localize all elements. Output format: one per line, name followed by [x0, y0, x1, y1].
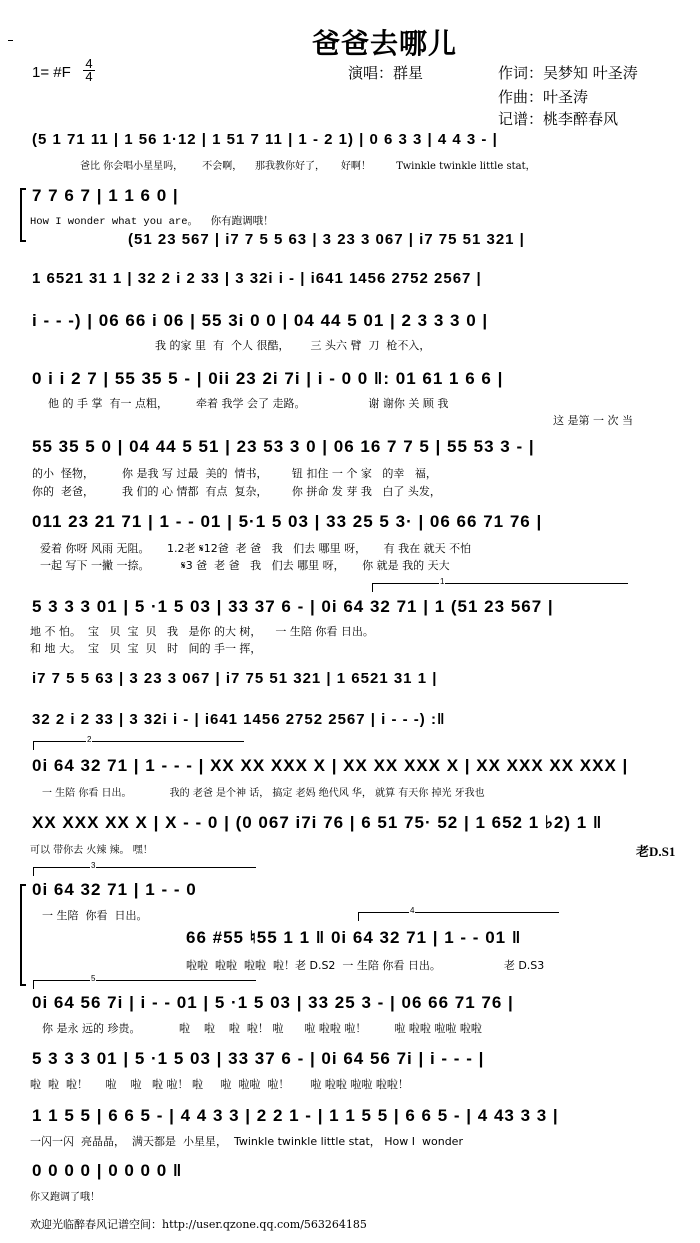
notation-row: 1 1 5 5 | 6 6 5 - | 4 4 3 3 | 2 2 1 - | 1 1 5 5 | 6 6 5 - | 4 43 3 3 | [32, 1106, 559, 1125]
notation-row: (51 23 567 | i7 7 5 5 63 | 3 23 3 067 | i7 75 51 321 | [128, 231, 525, 248]
lyric-line: 可以 带你去 火辣 辣。 嘿！ [30, 845, 153, 856]
notation-row: 5 3 3 3 01 | 5 ·1 5 03 | 33 37 6 - | 0i 64 32 71 | 1 (51 23 567 | [32, 597, 554, 616]
lyric-line: 啦啦 啦啦 啦啦 啦！老 D.S2 一 生陪 你看 日出。 老 D.S3 [186, 959, 545, 972]
lyricist: 作词：吴梦知 叶圣涛 [498, 64, 638, 82]
lyric-line: 你又跑调了哦！ [30, 1192, 100, 1203]
song-title: 爸爸去哪儿 [312, 27, 458, 60]
notation-row: i7 7 5 5 63 | 3 23 3 067 | i7 75 51 321 | 1 6521 31 1 | [32, 670, 438, 687]
notation-row: 011 23 21 71 | 1 - - 01 | 5·1 5 03 | 33 25 5 3· | 06 66 71 76 | [32, 512, 543, 531]
notation-row: 0i 64 56 7i | i - - 01 | 5 ·1 5 03 | 33 25 3 - | 06 66 71 76 | [32, 993, 514, 1012]
lyric-line: 他 的 手 掌 有一 点粗， 牵着 我学 会了 走路。 谢 谢你 关 顾 我 [48, 397, 449, 410]
lyric-line: 的小 怪物， 你 是我 写 过最 美的 情书， 钮 扣住 一 个 家 的幸 福， [32, 467, 437, 480]
lyric-line: 爱着 你呀 风雨 无阻。 1.2老 𝄋12爸 老 爸 我 们去 哪里 呀， 有 我在 就天 不怕 [40, 542, 472, 555]
lyric-line: 我 的家 里 有 个人 很酷， 三 头六 臂 刀 枪不入， [155, 339, 431, 352]
lyric-line: 和 地 大。 宝 贝 宝 贝 时 间的 手一 挥， [30, 642, 262, 655]
lyric-line: How I wonder what you are。 你有跑调哦！ [30, 216, 274, 228]
lyric-line: 一闪一闪 亮晶晶， 满天都是 小星星， Twinkle twinkle little stat， How I wonder [30, 1135, 463, 1148]
notation-row: (5 1 71 11 | 1 56 1·12 | 1 51 7 11 | 1 - 2 1) | 0 6 3 3 | 4 4 3 - | [32, 131, 498, 148]
volta-bracket-1: 1 [372, 583, 628, 592]
notation-row: 0 0 0 0 | 0 0 0 0 ‖ [32, 1161, 183, 1180]
notation-row: 0i 64 32 71 | 1 - - - | XX XX XXX X | XX XX XXX X | XX XXX XX XXX | [32, 756, 629, 775]
system-bracket [20, 188, 26, 242]
volta-bracket-2: 2 [33, 741, 244, 750]
lyric-line: 一起 写下 一撇 一捺。 𝄋3 爸 老 爸 我 们去 哪里 呀， 你 就是 我的 天大 [40, 559, 450, 572]
volta-bracket-5: 5 [33, 980, 256, 989]
key-signature: 1= #F [32, 64, 71, 81]
notation-row: 32 2 i 2 33 | 3 32i i - | i641 1456 2752 2567 | i - - -) :‖ [32, 711, 446, 728]
ds-marker: 老D.S1 [636, 844, 676, 859]
lyric-line: 这 是第 一 次 当 [553, 414, 633, 427]
lyric-line: 啦 啦 啦！ 啦 啦 啦 啦！ 啦 啦 啦啦 啦！ 啦 啦啦 啦啦 啦啦！ [30, 1078, 409, 1091]
notation-row: 5 3 3 3 01 | 5 ·1 5 03 | 33 37 6 - | 0i 64 56 7i | i - - - | [32, 1049, 485, 1068]
lyric-line: 一 生陪 你看 日出。 我的 老爸 是个神 话， 搞定 老妈 绝代风 华， 就算 有天你 掉光 牙我也 [42, 788, 485, 799]
footer-credit: 欢迎光临醉春风记谱空间：http://user.qzone.qq.com/563264185 [30, 1218, 367, 1231]
notation-row: XX XXX XX X | X - - 0 | (0 067 i7i 76 | 6 51 75· 52 | 1 652 1 ♭2) 1 ‖ [32, 813, 603, 832]
system-bracket [20, 884, 26, 986]
corner-dash [8, 40, 13, 41]
notation-row: 0 i i 2 7 | 55 35 5 - | 0ii 23 2i 7i | i - 0 0 ‖: 01 61 1 6 6 | [32, 369, 504, 388]
lyric-line: 爸比 你会唱小星星吗， 不会啊， 那我教你好了， 好啊！ Twinkle twinkle little stat， [80, 161, 536, 172]
lyric-line: 一 生陪 你看 日出。 [42, 909, 148, 922]
time-sig-top: 4 [83, 58, 95, 71]
time-sig-bottom: 4 [85, 69, 93, 84]
notation-row: 55 35 5 0 | 04 44 5 51 | 23 53 3 0 | 06 16 7 7 5 | 55 53 3 - | [32, 437, 535, 456]
notation-row: 1 6521 31 1 | 32 2 i 2 33 | 3 32i i - | i641 1456 2752 2567 | [32, 270, 482, 287]
time-signature [83, 58, 95, 83]
notation-row: i - - -) | 06 66 i 06 | 55 3i 0 0 | 04 44 5 01 | 2 3 3 3 0 | [32, 311, 489, 330]
lyric-line: 地 不 怕。 宝 贝 宝 贝 我 是你 的大 树， 一 生陪 你看 日出。 [30, 625, 374, 638]
lyric-line: 你的 老爸， 我 们的 心 情都 有点 复杂， 你 拼命 发 芽 我 白了 头发， [32, 485, 441, 498]
volta-bracket-3: 3 [33, 867, 256, 876]
volta-bracket-4: 4 [358, 912, 559, 921]
notation-row: 0i 64 32 71 | 1 - - 0 [32, 880, 197, 899]
singer: 演唱：群星 [348, 64, 424, 82]
notation-row: 7 7 6 7 | 1 1 6 0 | [32, 186, 179, 205]
composer: 作曲：叶圣涛 [498, 88, 589, 106]
lyric-line: 你 是永 远的 珍贵。 啦 啦 啦 啦！ 啦 啦 啦啦 啦！ 啦 啦啦 啦啦 啦啦 [42, 1022, 482, 1035]
transcriber: 记谱：桃李醉春风 [498, 110, 619, 128]
notation-row: 66 #55 ♮55 1 1 ‖ 0i 64 32 71 | 1 - - 01 ‖ [186, 928, 522, 947]
